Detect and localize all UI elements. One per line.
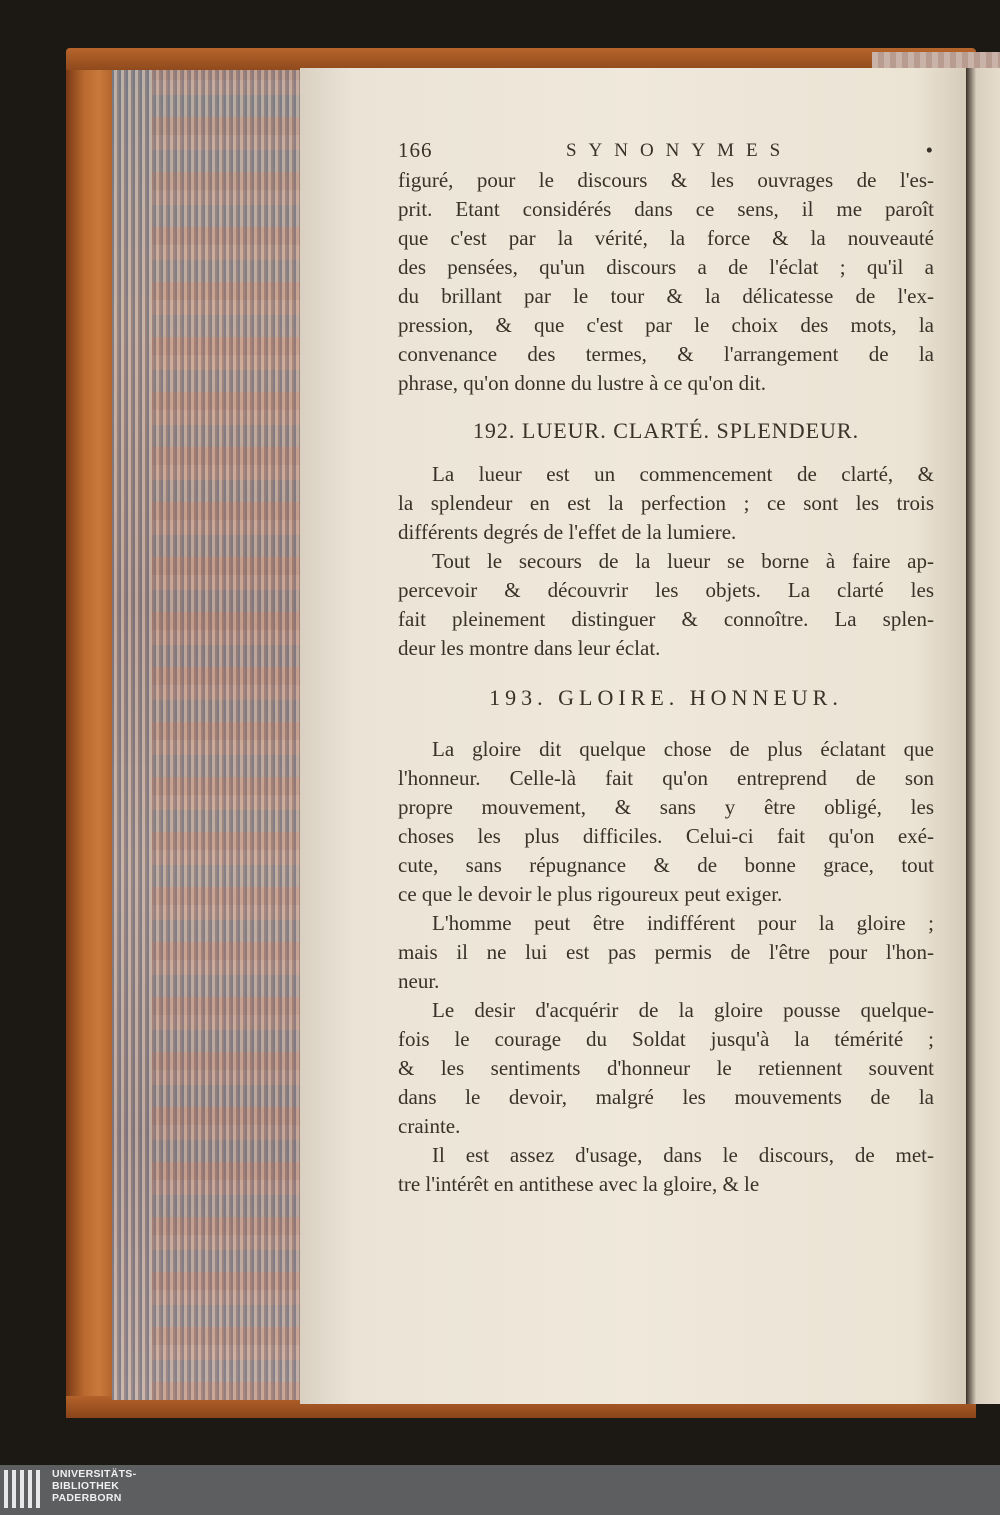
header-mark: •	[925, 138, 934, 162]
text-line: la splendeur en est la perfection ; ce sont les trois	[398, 491, 934, 515]
facing-page	[966, 68, 1000, 1404]
text-line: fait pleinement distinguer & connoître. La splen-	[398, 607, 934, 631]
page-edges	[112, 70, 302, 1400]
text-line: choses les plus difficiles. Celui-ci fait qu'on exé-	[398, 824, 934, 848]
section-heading-192: 192. LUEUR. CLARTÉ. SPLENDEUR.	[472, 418, 860, 443]
text-line: différents degrés de l'effet de la lumiere.	[398, 520, 737, 544]
text-line: tre l'intérêt en antithese avec la gloire, & le	[398, 1172, 760, 1196]
text-line: prit. Etant considérés dans ce sens, il me paroît	[398, 197, 934, 221]
text-line: crainte.	[398, 1114, 461, 1138]
page-text	[398, 136, 934, 1199]
text-line: L'homme peut être indifférent pour la gloire ;	[432, 911, 934, 935]
text-line: convenance des termes, & l'arrangement de la	[398, 342, 934, 366]
text-line: phrase, qu'on donne du lustre à ce qu'on dit.	[398, 371, 766, 395]
section-heading-193: 193. GLOIRE. HONNEUR.	[489, 685, 843, 710]
intro-paragraph	[398, 166, 934, 398]
text-line: ce que le devoir le plus rigoureux peut exiger.	[398, 882, 783, 906]
text-line: La gloire dit quelque chose de plus éclatant que	[432, 737, 934, 761]
text-line: La lueur est un commencement de clarté, &	[432, 462, 934, 486]
section-193-text	[398, 735, 934, 1199]
text-line: Il est assez d'usage, dans le discours, de met-	[432, 1143, 934, 1167]
running-header	[398, 136, 934, 166]
text-line: dans le devoir, malgré les mouvements de la	[398, 1085, 934, 1109]
text-line: percevoir & découvrir les objets. La clarté les	[398, 578, 934, 602]
library-footer	[0, 1465, 1000, 1515]
text-line: cute, sans répugnance & de bonne grace, tout	[398, 853, 934, 877]
text-line: Tout le secours de la lueur se borne à faire ap-	[432, 549, 934, 573]
text-line: mais il ne lui est pas permis de l'être pour l'hon-	[398, 940, 934, 964]
text-line: Le desir d'acquérir de la gloire pousse quelque-	[432, 998, 934, 1022]
running-title: SYNONYMES	[565, 140, 793, 161]
text-line: des pensées, qu'un discours a de l'éclat ; qu'il a	[398, 255, 934, 279]
text-line: & les sentiments d'honneur le retiennent souvent	[398, 1056, 934, 1080]
library-logo-icon	[4, 1470, 44, 1508]
library-name: UNIVERSITÄTS- BIBLIOTHEK PADERBORN	[52, 1468, 137, 1504]
text-line: du brillant par le tour & la délicatesse de l'ex-	[398, 284, 934, 308]
text-line: fois le courage du Soldat jusqu'à la témérité ;	[398, 1027, 934, 1051]
page-number: 166	[398, 138, 433, 162]
text-line: deur les montre dans leur éclat.	[398, 636, 661, 660]
text-line: l'honneur. Celle-là fait qu'on entreprend de son	[398, 766, 934, 790]
book-cover-top	[66, 48, 976, 70]
text-line: que c'est par la vérité, la force & la nouveauté	[398, 226, 934, 250]
text-line: pression, & que c'est par le choix des mots, la	[398, 313, 934, 337]
text-line: propre mouvement, & sans y être obligé, les	[398, 795, 934, 819]
text-line: figuré, pour le discours & les ouvrages de l'es-	[398, 168, 934, 192]
text-line: neur.	[398, 969, 440, 993]
section-192-text	[398, 460, 934, 663]
